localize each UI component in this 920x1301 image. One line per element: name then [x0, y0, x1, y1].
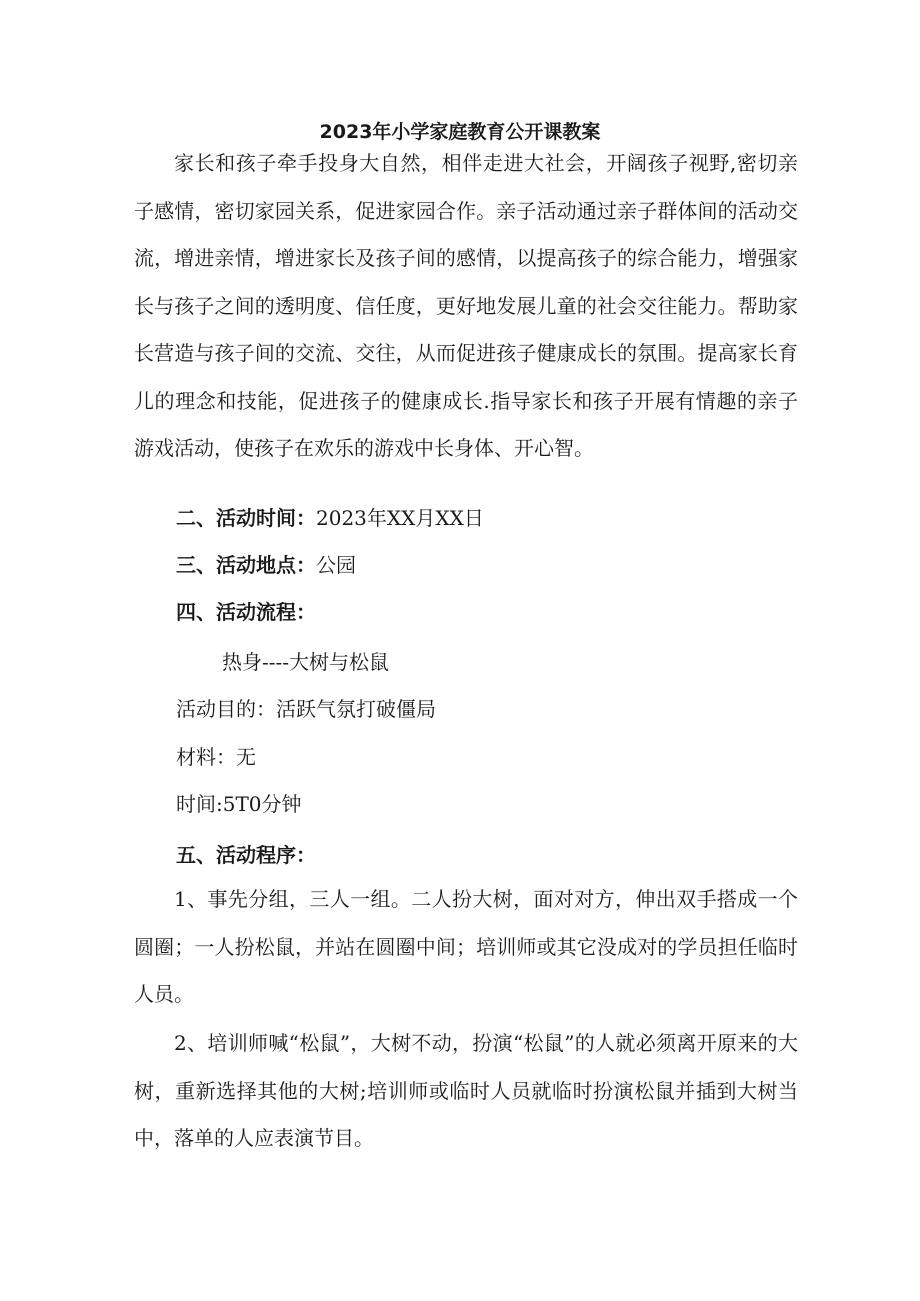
warmup-line: 热身----大树与松鼠 — [222, 650, 390, 674]
intro-paragraph: 家长和孩子牵手投身大自然，相伴走进大社会，开阔孩子视野,密切亲子感情，密切家园关系，促进家园合作。亲子活动通过亲子群体间的活动交流，增进亲情，增进家长及孩子间的感情，以提高孩子的综合能力，增强家长与孩子之间的透明度、信任度，更好地发展儿童的社会交往能力。帮助家长营造与孩子间的交流、交往，从而促进孩子健康成长的氛围。提高家长育儿的理念和技能，促进孩子的健康成长.指导家长和孩子开展有情趣的亲子游戏活动，使孩子在欢乐的游戏中长身体、开心智。 — [134, 151, 798, 460]
materials-line: 材料：无 — [176, 745, 256, 769]
activity-time-line — [176, 504, 484, 532]
activity-flow-heading: 四、活动流程： — [176, 600, 316, 624]
activity-place-line — [176, 551, 356, 579]
procedure-step-1: 1、事先分组，三人一组。二人扮大树，面对对方，伸出双手搭成一个圆圈；一人扮松鼠，并站在圆圈中间；培训师或其它没成对的学员担任临时人员。 — [134, 887, 798, 1006]
activity-time-value: 2023年XX月XX日 — [316, 506, 484, 530]
procedure-heading: 五、活动程序： — [176, 843, 316, 867]
duration-line: 时间:5T0分钟 — [176, 792, 302, 816]
document-title: 2023年小学家庭教育公开课教案 — [319, 121, 601, 143]
activity-time-label: 二、活动时间： — [176, 506, 316, 530]
goal-line: 活动目的：活跃气氛打破僵局 — [176, 697, 436, 721]
activity-place-value: 公园 — [316, 553, 356, 577]
activity-place-label: 三、活动地点： — [176, 553, 316, 577]
procedure-step-2: 2、培训师喊“松鼠”，大树不动，扮演“松鼠”的人就必须离开原来的大树，重新选择其他的大树;培训师或临时人员就临时扮演松鼠并插到大树当中，落单的人应表演节目。 — [134, 1031, 798, 1150]
